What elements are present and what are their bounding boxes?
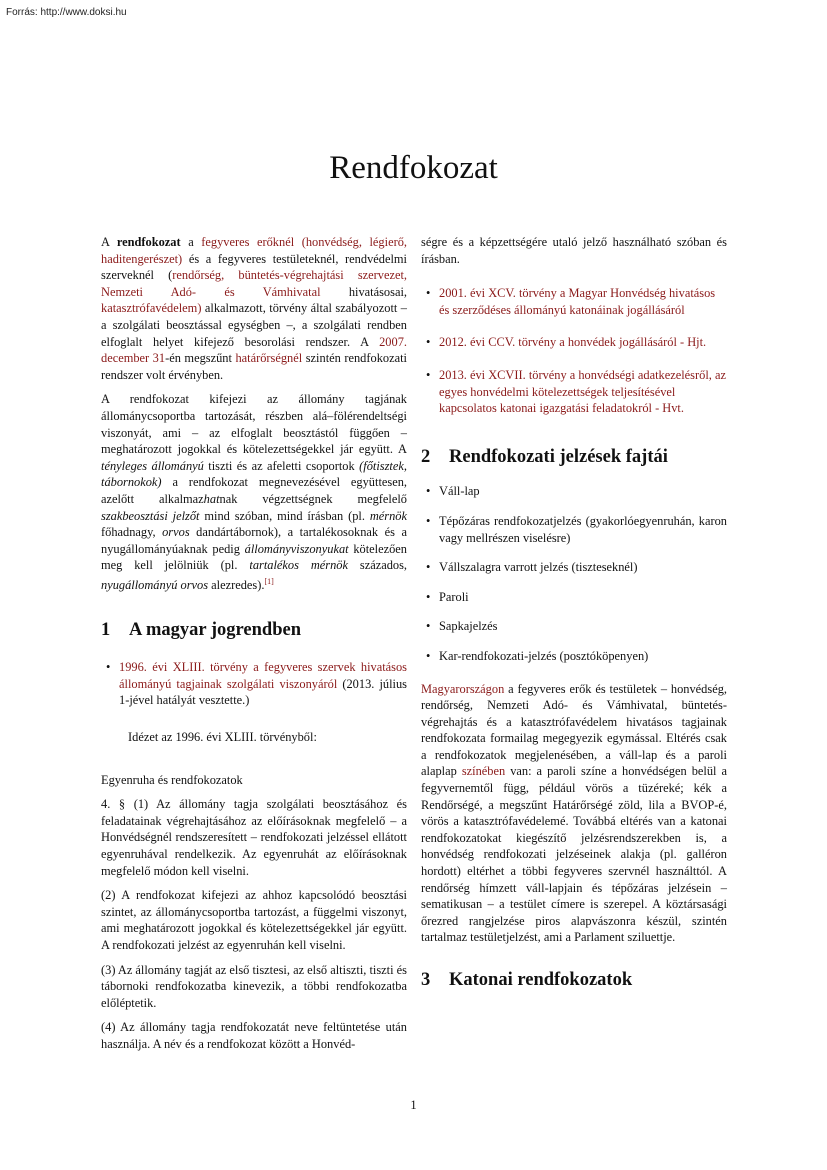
quote-paragraph: 4. § (1) Az állomány tagja szolgálati beosztásához és feladatainak végrehajtásához az előírásoknak megfelelő – a Honvédségnél rendszeresített – rendfokozati jelzéssel ellátott egyenruhával rendelkezik. Az egyenruhát az előírásoknak megfelelő módon kell viselni. (101, 797, 407, 878)
section-1-law-list (101, 659, 407, 709)
law-list (421, 285, 727, 417)
link-hatarorseg[interactable]: határőrségnél (235, 351, 303, 366)
list-item: • Sapkajelzés (421, 618, 727, 635)
term-rendfokozat: rendfokozat (116, 235, 181, 249)
footnote-ref-1[interactable]: [1] (264, 576, 274, 586)
insignia-type-list (421, 483, 727, 664)
link-fegyveres-erok[interactable]: fegyveres erőknél (honvédség, légierő, haditengerészet) (101, 235, 407, 266)
list-item (421, 285, 727, 318)
quote-paragraph: (2) A rendfokozat kifejezi az ahhoz kapcsolódó beosztási szintet, az állománycsoportba tartozást, a függelmi viszonyt, ami meghatározott jogokkal és kötelezettségekkel jár együtt. A rendfokozati jelzést az egyenruhán kell viselni. (101, 888, 407, 952)
quote-subtitle: Egyenruha és rendfokozatok (101, 772, 243, 787)
link-2012-ccv[interactable]: 2012. évi CCV. törvény a honvédek jogállásáról - Hjt. (439, 335, 707, 350)
list-item (421, 367, 727, 417)
list-item (421, 334, 727, 351)
link-2001-xcv[interactable]: 2001. évi XCV. törvény a Magyar Honvédség hivatásos és szerződéses állományú katonáinak jogállásáról (439, 286, 716, 317)
list-item: • Kar-rendfokozati-jelzés (posztóköpenyen) (421, 648, 727, 665)
link-szin[interactable]: színében (461, 764, 506, 779)
quote-paragraph: (4) Az állomány tagja rendfokozatát neve feltüntetése után használja. A név és a rendfokozat között a Honvéd- (101, 1020, 407, 1051)
page-number: 1 (410, 1098, 417, 1112)
intro-paragraph-2: A rendfokozat kifejezi az állomány tagjának állománycsoportba tartozását, részben alá–fölérendeltségi viszonyát, ami – az elfoglalt beosztástól függően – meghatározott jogokkal és kötelezettségekkel jár együtt. A tényleges állományú tiszti és az afeletti csoportok (főtisztek, tábornokok) a rendfokozat megnevezésével együttesen, azelőtt alkalmazhatnak végzettségnek megfelelő szakbeosztási jelzőt mind szóban, mind írásban (pl. mérnök főhadnagy, orvos dandártábornok), a tartalékosoknak és a nyugállományúaknak pedig állományviszonyukat kötelezően meg kell jelölniük (pl. tartalékos mérnök százados, nyugállományú orvos alezredes).[1] (101, 392, 407, 592)
list-item: • Tépőzáras rendfokozatjelzés (gyakorlóegyenruhán, karon vagy mellrészen viselésre) (421, 513, 727, 546)
link-rendorseg[interactable]: rendőrség, büntetés-végrehajtási szervezet, Nemzeti Adó- és Vámhivatal (101, 268, 407, 299)
section-3-heading: 3 Katonai rendfokozatok (421, 970, 633, 990)
link-katasztrofavedelem[interactable]: katasztrófavédelem) (101, 301, 202, 316)
link-2007-december-31[interactable]: 2007. december 31 (101, 334, 407, 366)
right-column (421, 234, 727, 989)
page-title: Rendfokozat (329, 150, 498, 187)
list-item: • Váll-lap (421, 483, 727, 500)
intro-paragraph-1: A rendfokozat a fegyveres erőknél (honvédség, légierő, haditengerészet) és a fegyveres testületeknél, rendvédelmi szerveknél (rendőrség, büntetés-végrehajtási szervezet, Nemzeti Adó- és Vámhivatal hivatásosai, katasztrófavédelem) alkalmazott, törvény által szabályozott – a szolgálati beosztással egységben –, a szolgálati rendben elfoglalt helyet kifejező besorolási rendszer. A 2007. december 31-én megszűnt határőrségnél szintén rendfokozati rendszer volt érvényben. (101, 235, 407, 382)
list-item: • Paroli (421, 589, 727, 606)
quote-paragraph: (3) Az állomány tagját az első tisztesi, az első altiszti, tiszti és tábornoki rendfokozatba kinevezik, a többi rendfokozatba előléptetik. (101, 962, 407, 1010)
link-1996-xliii[interactable]: 1996. évi XLIII. törvény a fegyveres szervek hivatásos állományú tagjainak szolgálati viszonyáról (119, 660, 407, 691)
section-2-paragraph: Magyarországon a fegyveres erők és testületek – honvédség, rendőrség, Nemzeti Adó- és Vámhivatal, büntetés-végrehajtás és a katasztrófavédelem hivatásos tagjainak rendfokozata formailag megegyezik egymással. Eltérés csak a rendfokozatok megjelenésében, a váll-lap és a paroli alaplap színében van: a paroli színe a honvédségen belül a fegyvernemtől függ, például vörös a tüzéreké; kék a Rendőrségé, a megszűnt Határőrségé zöld, lila a BVOP-é, vörös a katasztrófavédelemé. Továbbá eltérés van a katonai rendfokozatokat kiegészítő jelzésrendszerekben is, a honvédség rendfokozati jelzéseinek alakja (pl. galléron hordott) eltérhet a többi fegyveres szervnél használttól. A rendőrség hímzett váll-lapjain és tépőzáras jelzésein – sematikusan – a testület címere is szerepel. A köztársasági őrezred rangjelzése piros alapvászonra készül, szintén tartalmaz testületjelzést, ami a Parlament sziluettje. (421, 681, 728, 945)
link-magyarorszag[interactable]: Magyarországon (421, 681, 505, 696)
section-2-heading: 2 Rendfokozati jelzések fajtái (421, 446, 668, 467)
left-column (101, 234, 407, 1060)
list-item: • 1996. évi XLIII. törvény a fegyveres szervek hivatásos állományú tagjainak szolgálati viszonyáról (2013. július 1-jével hatályát vesztette.) (101, 659, 407, 709)
link-2013-xcvii[interactable]: 2013. évi XCVII. törvény a honvédségi adatkezelésről, az egyes honvédelmi kötelezettségek teljesítésével kapcsolatos katonai igazgatási feladatokról - Hvt. (439, 367, 726, 416)
source-note: Forrás: http://www.doksi.hu (6, 7, 127, 18)
section-1-heading: 1 A magyar jogrendben (101, 619, 301, 640)
list-item: • Vállszalagra varrott jelzés (tiszteseknél) (421, 559, 727, 576)
continuation-paragraph: ségre és a képzettségére utaló jelző használható szóban és írásban. (421, 235, 727, 266)
quote-intro: Idézet az 1996. évi XLIII. törvényből: (128, 729, 317, 744)
